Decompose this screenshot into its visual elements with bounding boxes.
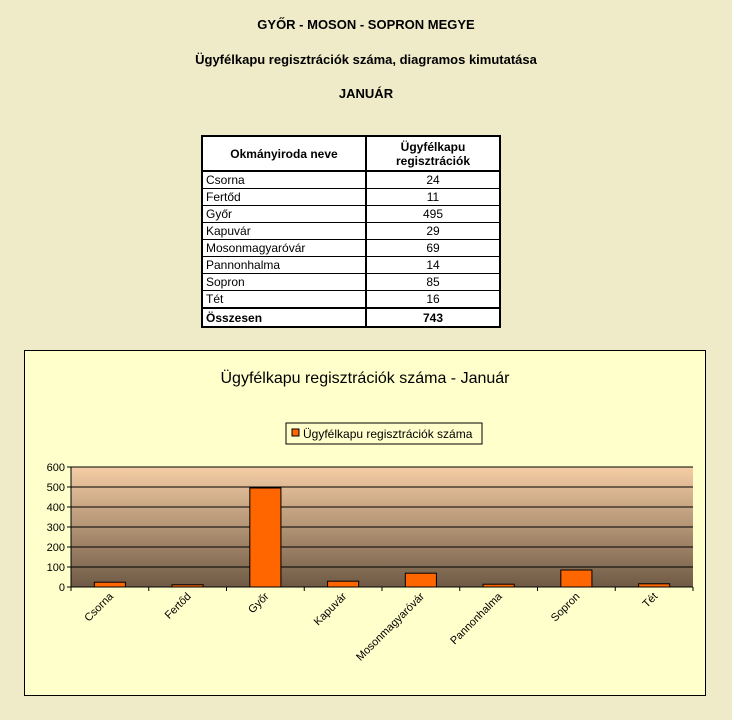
table-row [202, 223, 500, 240]
registration-count-cell: 29 [366, 223, 500, 240]
bar-chart [25, 351, 705, 695]
office-name-cell: Fertőd [202, 189, 366, 206]
office-name-cell: Csorna [202, 171, 366, 189]
table-row [202, 274, 500, 291]
office-name-cell: Sopron [202, 274, 366, 291]
table-row [202, 257, 500, 274]
office-name-cell: Mosonmagyaróvár [202, 240, 366, 257]
table-row [202, 240, 500, 257]
table-row [202, 171, 500, 189]
table-row [202, 206, 500, 223]
office-name-cell: Tét [202, 291, 366, 309]
bar [328, 581, 359, 587]
table-body [202, 171, 500, 327]
x-category-label: Sopron [548, 590, 583, 625]
table-row [202, 189, 500, 206]
x-category-label: Kapuvár [311, 590, 350, 629]
y-axis-labels [47, 462, 65, 594]
county-title: GYŐR - MOSON - SOPRON MEGYE [257, 17, 475, 32]
x-category-label: Fertőd [162, 590, 194, 622]
registration-count-cell: 16 [366, 291, 500, 309]
x-category-label: Tét [640, 590, 661, 611]
registration-count-cell: 24 [366, 171, 500, 189]
bar [250, 488, 281, 587]
report-subtitle: Ügyfélkapu regisztrációk száma, diagramos kimutatása [195, 52, 537, 67]
column-header-registrations [366, 136, 500, 171]
legend-label: Ügyfélkapu regisztrációk száma [303, 427, 473, 441]
column-header-line1: Ügyfélkapu [400, 139, 466, 154]
office-name-cell: Kapuvár [202, 223, 366, 240]
bar [405, 573, 436, 587]
y-tick-label: 500 [46, 482, 65, 494]
office-name-cell: Pannonhalma [202, 257, 366, 274]
y-tick-label: 200 [46, 542, 65, 554]
x-category-label: Győr [246, 590, 272, 616]
total-label-cell: Összesen [202, 308, 366, 327]
bar [94, 582, 125, 587]
x-category-label: Mosonmagyaróvár [354, 590, 427, 664]
table-row [202, 291, 500, 309]
y-tick-label: 600 [46, 462, 65, 474]
month-title: JANUÁR [338, 86, 394, 101]
y-tick-label: 400 [46, 502, 65, 514]
office-name-cell: Győr [202, 206, 366, 223]
chart-area [24, 350, 706, 696]
legend-swatch [292, 429, 299, 436]
y-tick-label: 0 [58, 582, 65, 594]
registrations-table [201, 135, 501, 328]
registration-count-cell: 14 [366, 257, 500, 274]
y-tick-label: 300 [46, 522, 65, 534]
registration-count-cell: 85 [366, 274, 500, 291]
chart-title: Ügyfélkapu regisztrációk száma - Január [220, 370, 510, 387]
column-header-line2: regisztrációk [395, 153, 471, 168]
table-header-row [202, 136, 500, 171]
total-row [202, 308, 500, 327]
registration-count-cell: 495 [366, 206, 500, 223]
x-category-label: Pannonhalma [448, 590, 505, 648]
registration-count-cell: 69 [366, 240, 500, 257]
x-axis-labels [82, 590, 660, 664]
registration-count-cell: 11 [366, 189, 500, 206]
y-tick-label: 100 [46, 562, 65, 574]
column-header-office: Okmányiroda neve [202, 136, 366, 171]
x-category-label: Csorna [82, 590, 116, 625]
bar [561, 570, 592, 587]
total-value-cell: 743 [366, 308, 500, 327]
chart-legend [286, 423, 482, 444]
